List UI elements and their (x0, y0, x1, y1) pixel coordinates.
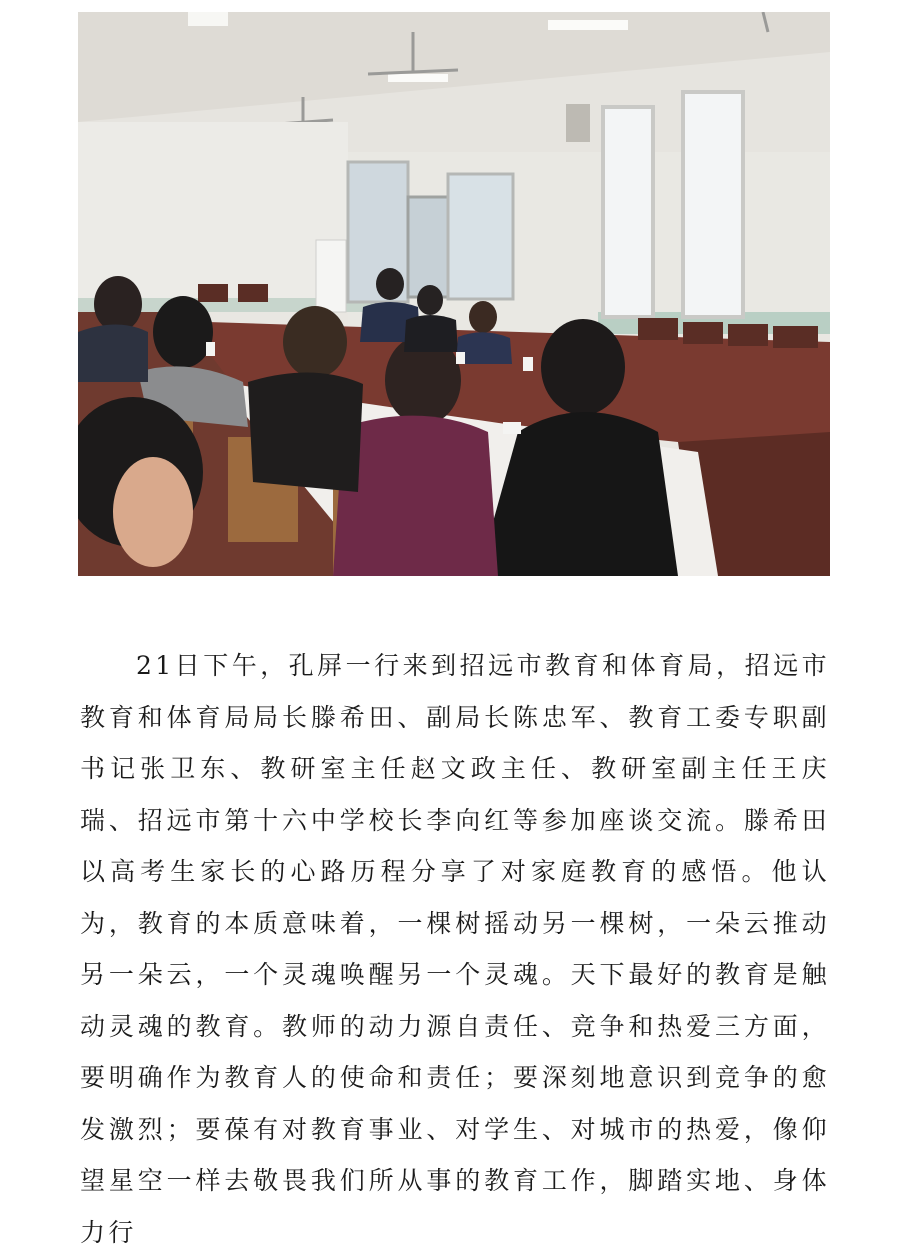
article-paragraph: 21日下午，孔屏一行来到招远市教育和体育局，招远市教育和体育局局长滕希田、副局长陈忠军、教育工委专职副书记张卫东、教研室主任赵文政主任、教研室副主任王庆瑞、招远市第十六中学校长李向红等参加座谈交流。滕希田以高考生家长的心路历程分享了对家庭教育的感悟。他认为，教育的本质意味着，一棵树摇动另一棵树，一朵云推动另一朵云，一个灵魂唤醒另一个灵魂。天下最好的教育是触动灵魂的教育。教师的动力源自责任、竞争和热爱三方面，要明确作为教育人的使命和责任；要深刻地意识到竞争的愈发激烈；要葆有对教育事业、对学生、对城市的热爱，像仰望星空一样去敬畏我们所从事的教育工作，脚踏实地、身体力行 (80, 651, 830, 1247)
meeting-photo (78, 12, 830, 576)
meeting-room-photo-illustration (78, 12, 830, 576)
